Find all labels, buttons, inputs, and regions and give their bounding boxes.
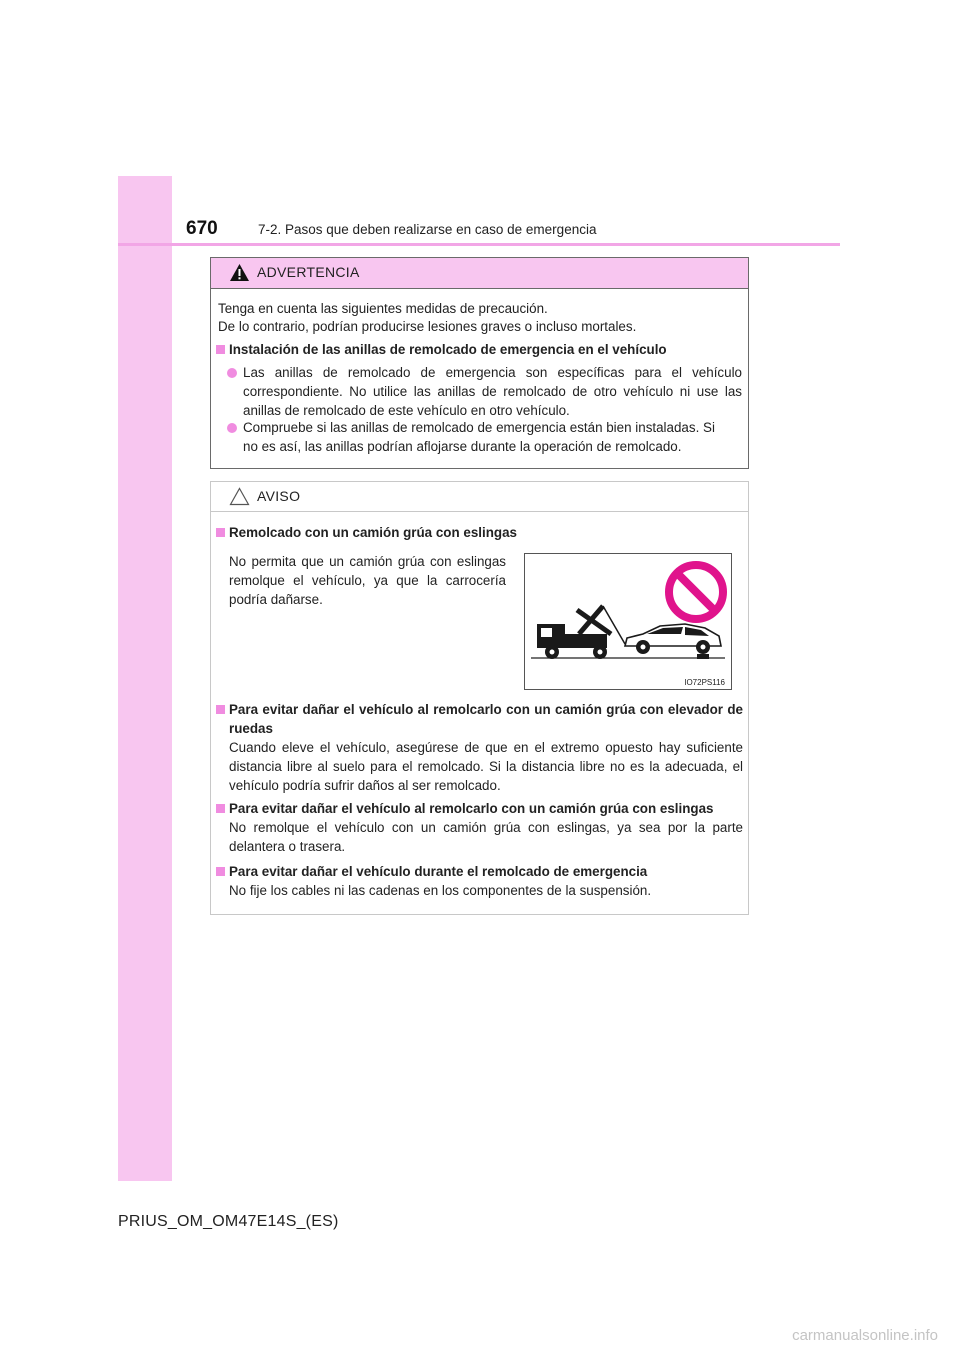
round-bullet-icon [227, 368, 237, 378]
square-bullet-icon [216, 804, 225, 813]
notice-title: AVISO [257, 488, 301, 504]
warning-intro-line-2: De lo contrario, podrían producirse lesiones graves o incluso mortales. [218, 319, 637, 334]
notice-heading-3: Para evitar dañar el vehículo al remolcarlo con un camión grúa con eslingas [229, 801, 714, 816]
warning-header [211, 258, 748, 289]
watermark: carmanualsonline.info [792, 1327, 938, 1344]
notice-heading-1: Remolcado con un camión grúa con eslingas [229, 525, 517, 540]
document-code: PRIUS_OM_OM47E14S_(ES) [118, 1213, 339, 1230]
round-bullet-icon [227, 423, 237, 433]
warning-heading: Instalación de las anillas de remolcado de emergencia en el vehículo [229, 342, 667, 357]
notice-body-3: No remolque el vehículo con un camión grúa con eslingas, ya sea por la parte delantera o trasera. [229, 820, 743, 854]
square-bullet-icon [216, 705, 225, 714]
warning-bullet-1: Las anillas de remolcado de emergencia son específicas para el vehículo correspondiente. No utilice las anillas de remolcado de otro vehículo ni use las anillas de remolcado de este vehículo en otro vehículo. [243, 365, 742, 418]
prohibition-icon [669, 565, 723, 619]
notice-header [211, 482, 748, 512]
notice-body-2: Cuando eleve el vehículo, asegúrese de que en el extremo opuesto hay suficiente distancia libre al suelo para el remolcado. Si la distancia libre no es la adecuada, el vehículo podría sufrir daños al ser remolcado. [229, 740, 743, 793]
caution-triangle-icon [229, 487, 250, 506]
square-bullet-icon [216, 345, 225, 354]
notice-heading-4: Para evitar dañar el vehículo durante el remolcado de emergencia [229, 864, 648, 879]
header-divider [118, 243, 840, 246]
warning-triangle-icon [229, 263, 250, 282]
section-title: 7-2. Pasos que deben realizarse en caso de emergencia [258, 222, 597, 237]
illustration-code: IO72PS116 [684, 678, 725, 687]
page-number: 670 [186, 218, 218, 239]
notice-heading-2: Para evitar dañar el vehículo al remolcarlo con un camión grúa con elevador de ruedas [229, 702, 743, 736]
notice-body-4: No fije los cables ni las cadenas en los componentes de la suspensión. [229, 883, 652, 898]
side-tab-strip [118, 176, 172, 1181]
tow-truck-drawing [525, 554, 731, 689]
tow-truck-icon [537, 606, 625, 659]
warning-intro-line-1: Tenga en cuenta las siguientes medidas de precaución. [218, 301, 548, 316]
warning-title: ADVERTENCIA [257, 264, 360, 280]
tow-truck-illustration [524, 553, 732, 690]
notice-body-1: No permita que un camión grúa con eslingas remolque el vehículo, ya que la carrocería podría dañarse. [229, 554, 506, 607]
car-icon [625, 624, 721, 659]
warning-bullet-2: Compruebe si las anillas de remolcado de emergencia están bien instaladas. Si no es así, las anillas podrían aflojarse durante la operación de remolcado. [243, 420, 715, 454]
square-bullet-icon [216, 867, 225, 876]
square-bullet-icon [216, 528, 225, 537]
